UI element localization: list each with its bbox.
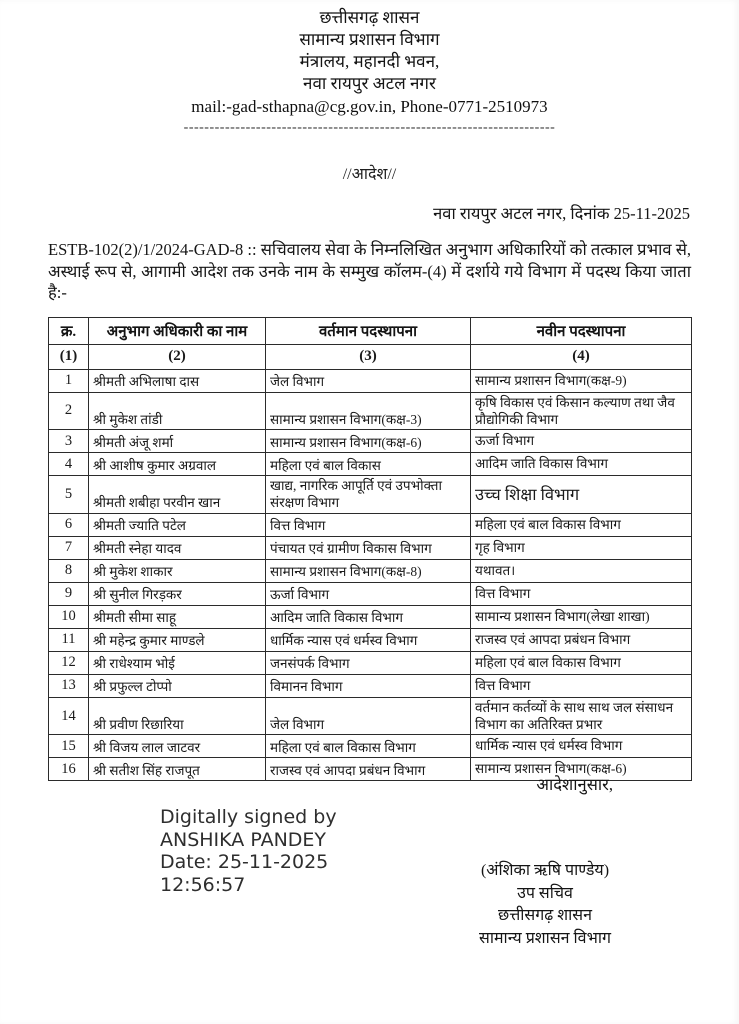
sn-cell: 7 (49, 536, 89, 559)
new-posting-cell: आदिम जाति विकास विभाग (471, 453, 692, 476)
new-posting-cell: यथावत। (471, 559, 692, 582)
new-posting-cell: वर्तमान कर्तव्यों के साथ साथ जल संसाधन विभाग का अतिरिक्त प्रभार (471, 697, 692, 735)
letterhead (0, 0, 739, 135)
current-posting-cell: जेल विभाग (266, 697, 471, 735)
digital-signature-date: Date: 25-11-2025 (160, 851, 329, 873)
ministry-building: मंत्रालय, महानदी भवन, (299, 52, 440, 71)
digital-signature-block (160, 806, 337, 896)
officer-name-cell: श्रीमती शबीहा परवीन खान (89, 476, 266, 514)
new-posting-cell: राजस्व एवं आपदा प्रबंधन विभाग (471, 628, 692, 651)
current-posting-cell: महिला एवं बाल विकास (266, 453, 471, 476)
colnum-4: (4) (471, 344, 692, 369)
header-row (49, 317, 692, 344)
current-posting-cell: पंचायत एवं ग्रामीण विकास विभाग (266, 536, 471, 559)
table-row (49, 513, 692, 536)
table-row (49, 476, 692, 514)
new-posting-cell: ऊर्जा विभाग (471, 430, 692, 453)
new-posting-cell: महिला एवं बाल विकास विभाग (471, 651, 692, 674)
new-posting-cell: कृषि विकास एवं किसान कल्याण तथा जैव प्रौद्योगिकी विभाग (471, 392, 692, 430)
colnum-1: (1) (49, 344, 89, 369)
table-row (49, 605, 692, 628)
officer-name-cell: श्री महेन्द्र कुमार माण्डले (89, 628, 266, 651)
posting-table-head (49, 317, 692, 369)
new-posting-cell: वित्त विभाग (471, 582, 692, 605)
new-posting-cell: गृह विभाग (471, 536, 692, 559)
officer-name-cell: श्रीमती सीमा साहू (89, 605, 266, 628)
signatory-name: (अंशिका ऋषि पाण्डेय) (480, 862, 610, 879)
officer-name-cell: श्री मुकेश शाकार (89, 559, 266, 582)
sn-cell: 13 (49, 674, 89, 697)
digital-signature-time: 12:56:57 (160, 873, 246, 896)
table-row (49, 453, 692, 476)
department-name: सामान्य प्रशासन विभाग (299, 30, 440, 49)
header-new-posting: नवीन पदस्थापना (471, 317, 692, 344)
header-sn: क्र. (49, 317, 89, 344)
govt-name: छत्तीसगढ़ शासन (319, 8, 420, 27)
officer-name-cell: श्री प्रवीण रिछारिया (89, 697, 266, 735)
officer-name-cell: श्री राधेश्याम भोई (89, 651, 266, 674)
new-posting-cell: धार्मिक न्यास एवं धर्मस्व विभाग (471, 735, 692, 758)
table-row (49, 536, 692, 559)
new-posting-cell: सामान्य प्रशासन विभाग(लेखा शाखा) (471, 605, 692, 628)
current-posting-cell: खाद्य, नागरिक आपूर्ति एवं उपभोक्ता संरक्षण विभाग (266, 476, 471, 514)
sn-cell: 9 (49, 582, 89, 605)
current-posting-cell: वित्त विभाग (266, 513, 471, 536)
officer-name-cell: श्रीमती ज्याति पटेल (89, 513, 266, 536)
divider-line: ------------------------------------------------------------------------ (183, 121, 556, 135)
order-body-paragraph: ESTB-102(2)/1/2024-GAD-8 :: सचिवालय सेवा के निम्नलिखित अनुभाग अधिकारियों को तत्काल प्रभाव से, अस्थाई रूप से, आगामी आदेश तक उनके नाम के सम्मुख कॉलम-(4) में दर्शाये गये विभाग में पदस्थ किया जाता है:- (48, 240, 691, 302)
current-posting-cell: आदिम जाति विकास विभाग (266, 605, 471, 628)
current-posting-cell: राजस्व एवं आपदा प्रबंधन विभाग (266, 758, 471, 781)
sn-cell: 4 (49, 453, 89, 476)
table-row (49, 651, 692, 674)
officer-name-cell: श्रीमती अंजू शर्मा (89, 430, 266, 453)
current-posting-cell: विमानन विभाग (266, 674, 471, 697)
place-date-line: नवा रायपुर अटल नगर, दिनांक 25-11-2025 (433, 204, 690, 223)
new-posting-cell: महिला एवं बाल विकास विभाग (471, 513, 692, 536)
signatory-designation: उप सचिव (517, 884, 573, 902)
colnum-3: (3) (266, 344, 471, 369)
sn-cell: 16 (49, 758, 89, 781)
sn-cell: 5 (49, 476, 89, 514)
new-posting-cell: सामान्य प्रशासन विभाग(कक्ष-6) (471, 758, 692, 781)
digital-signature-name: ANSHIKA PANDEY (160, 828, 327, 851)
current-posting-cell: जेल विभाग (266, 369, 471, 392)
table-row (49, 628, 692, 651)
sn-cell: 2 (49, 392, 89, 430)
sn-cell: 3 (49, 430, 89, 453)
sn-cell: 12 (49, 651, 89, 674)
current-posting-cell: ऊर्जा विभाग (266, 582, 471, 605)
current-posting-cell: महिला एवं बाल विकास विभाग (266, 735, 471, 758)
officer-name-cell: श्री प्रफुल्ल टोप्पो (89, 674, 266, 697)
posting-table (48, 317, 692, 782)
colnum-2: (2) (89, 344, 266, 369)
city-line: नवा रायपुर अटल नगर (303, 74, 436, 93)
officer-name-cell: श्री विजय लाल जाटवर (89, 735, 266, 758)
table-row (49, 392, 692, 430)
table-row (49, 697, 692, 735)
header-officer-name: अनुभाग अधिकारी का नाम (89, 317, 266, 344)
signatory-block (430, 860, 660, 950)
officer-name-cell: श्री मुकेश तांडी (89, 392, 266, 430)
new-posting-cell: वित्त विभाग (471, 674, 692, 697)
sn-cell: 11 (49, 628, 89, 651)
column-number-row (49, 344, 692, 369)
sn-cell: 14 (49, 697, 89, 735)
sn-cell: 15 (49, 735, 89, 758)
officer-name-cell: श्री सुनील गिरड़कर (89, 582, 266, 605)
contact-line: mail:-gad-sthapna@cg.gov.in, Phone-0771-2510973 (191, 97, 548, 116)
signatory-dept: सामान्य प्रशासन विभाग (479, 929, 611, 947)
sn-cell: 8 (49, 559, 89, 582)
signatory-govt: छत्तीसगढ़ शासन (498, 907, 592, 924)
order-heading: //आदेश// (342, 166, 397, 183)
table-row (49, 430, 692, 453)
table-row (49, 735, 692, 758)
current-posting-cell: सामान्य प्रशासन विभाग(कक्ष-8) (266, 559, 471, 582)
header-current-posting: वर्तमान पदस्थापना (266, 317, 471, 344)
current-posting-cell: जनसंपर्क विभाग (266, 651, 471, 674)
digital-signature-line1: Digitally signed by (160, 806, 337, 828)
sn-cell: 6 (49, 513, 89, 536)
new-posting-cell: सामान्य प्रशासन विभाग(कक्ष-9) (471, 369, 692, 392)
table-row (49, 582, 692, 605)
current-posting-cell: सामान्य प्रशासन विभाग(कक्ष-3) (266, 392, 471, 430)
current-posting-cell: सामान्य प्रशासन विभाग(कक्ष-6) (266, 430, 471, 453)
sn-cell: 10 (49, 605, 89, 628)
officer-name-cell: श्री आशीष कुमार अग्रवाल (89, 453, 266, 476)
officer-name-cell: श्रीमती अभिलाषा दास (89, 369, 266, 392)
officer-name-cell: श्री सतीश सिंह राजपूत (89, 758, 266, 781)
table-row (49, 369, 692, 392)
posting-table-body (49, 369, 692, 781)
table-row (49, 674, 692, 697)
current-posting-cell: धार्मिक न्यास एवं धर्मस्व विभाग (266, 628, 471, 651)
officer-name-cell: श्रीमती स्नेहा यादव (89, 536, 266, 559)
table-row (49, 559, 692, 582)
by-order-text: आदेशानुसार, (536, 775, 613, 794)
new-posting-cell: उच्च शिक्षा विभाग (471, 476, 692, 514)
sn-cell: 1 (49, 369, 89, 392)
